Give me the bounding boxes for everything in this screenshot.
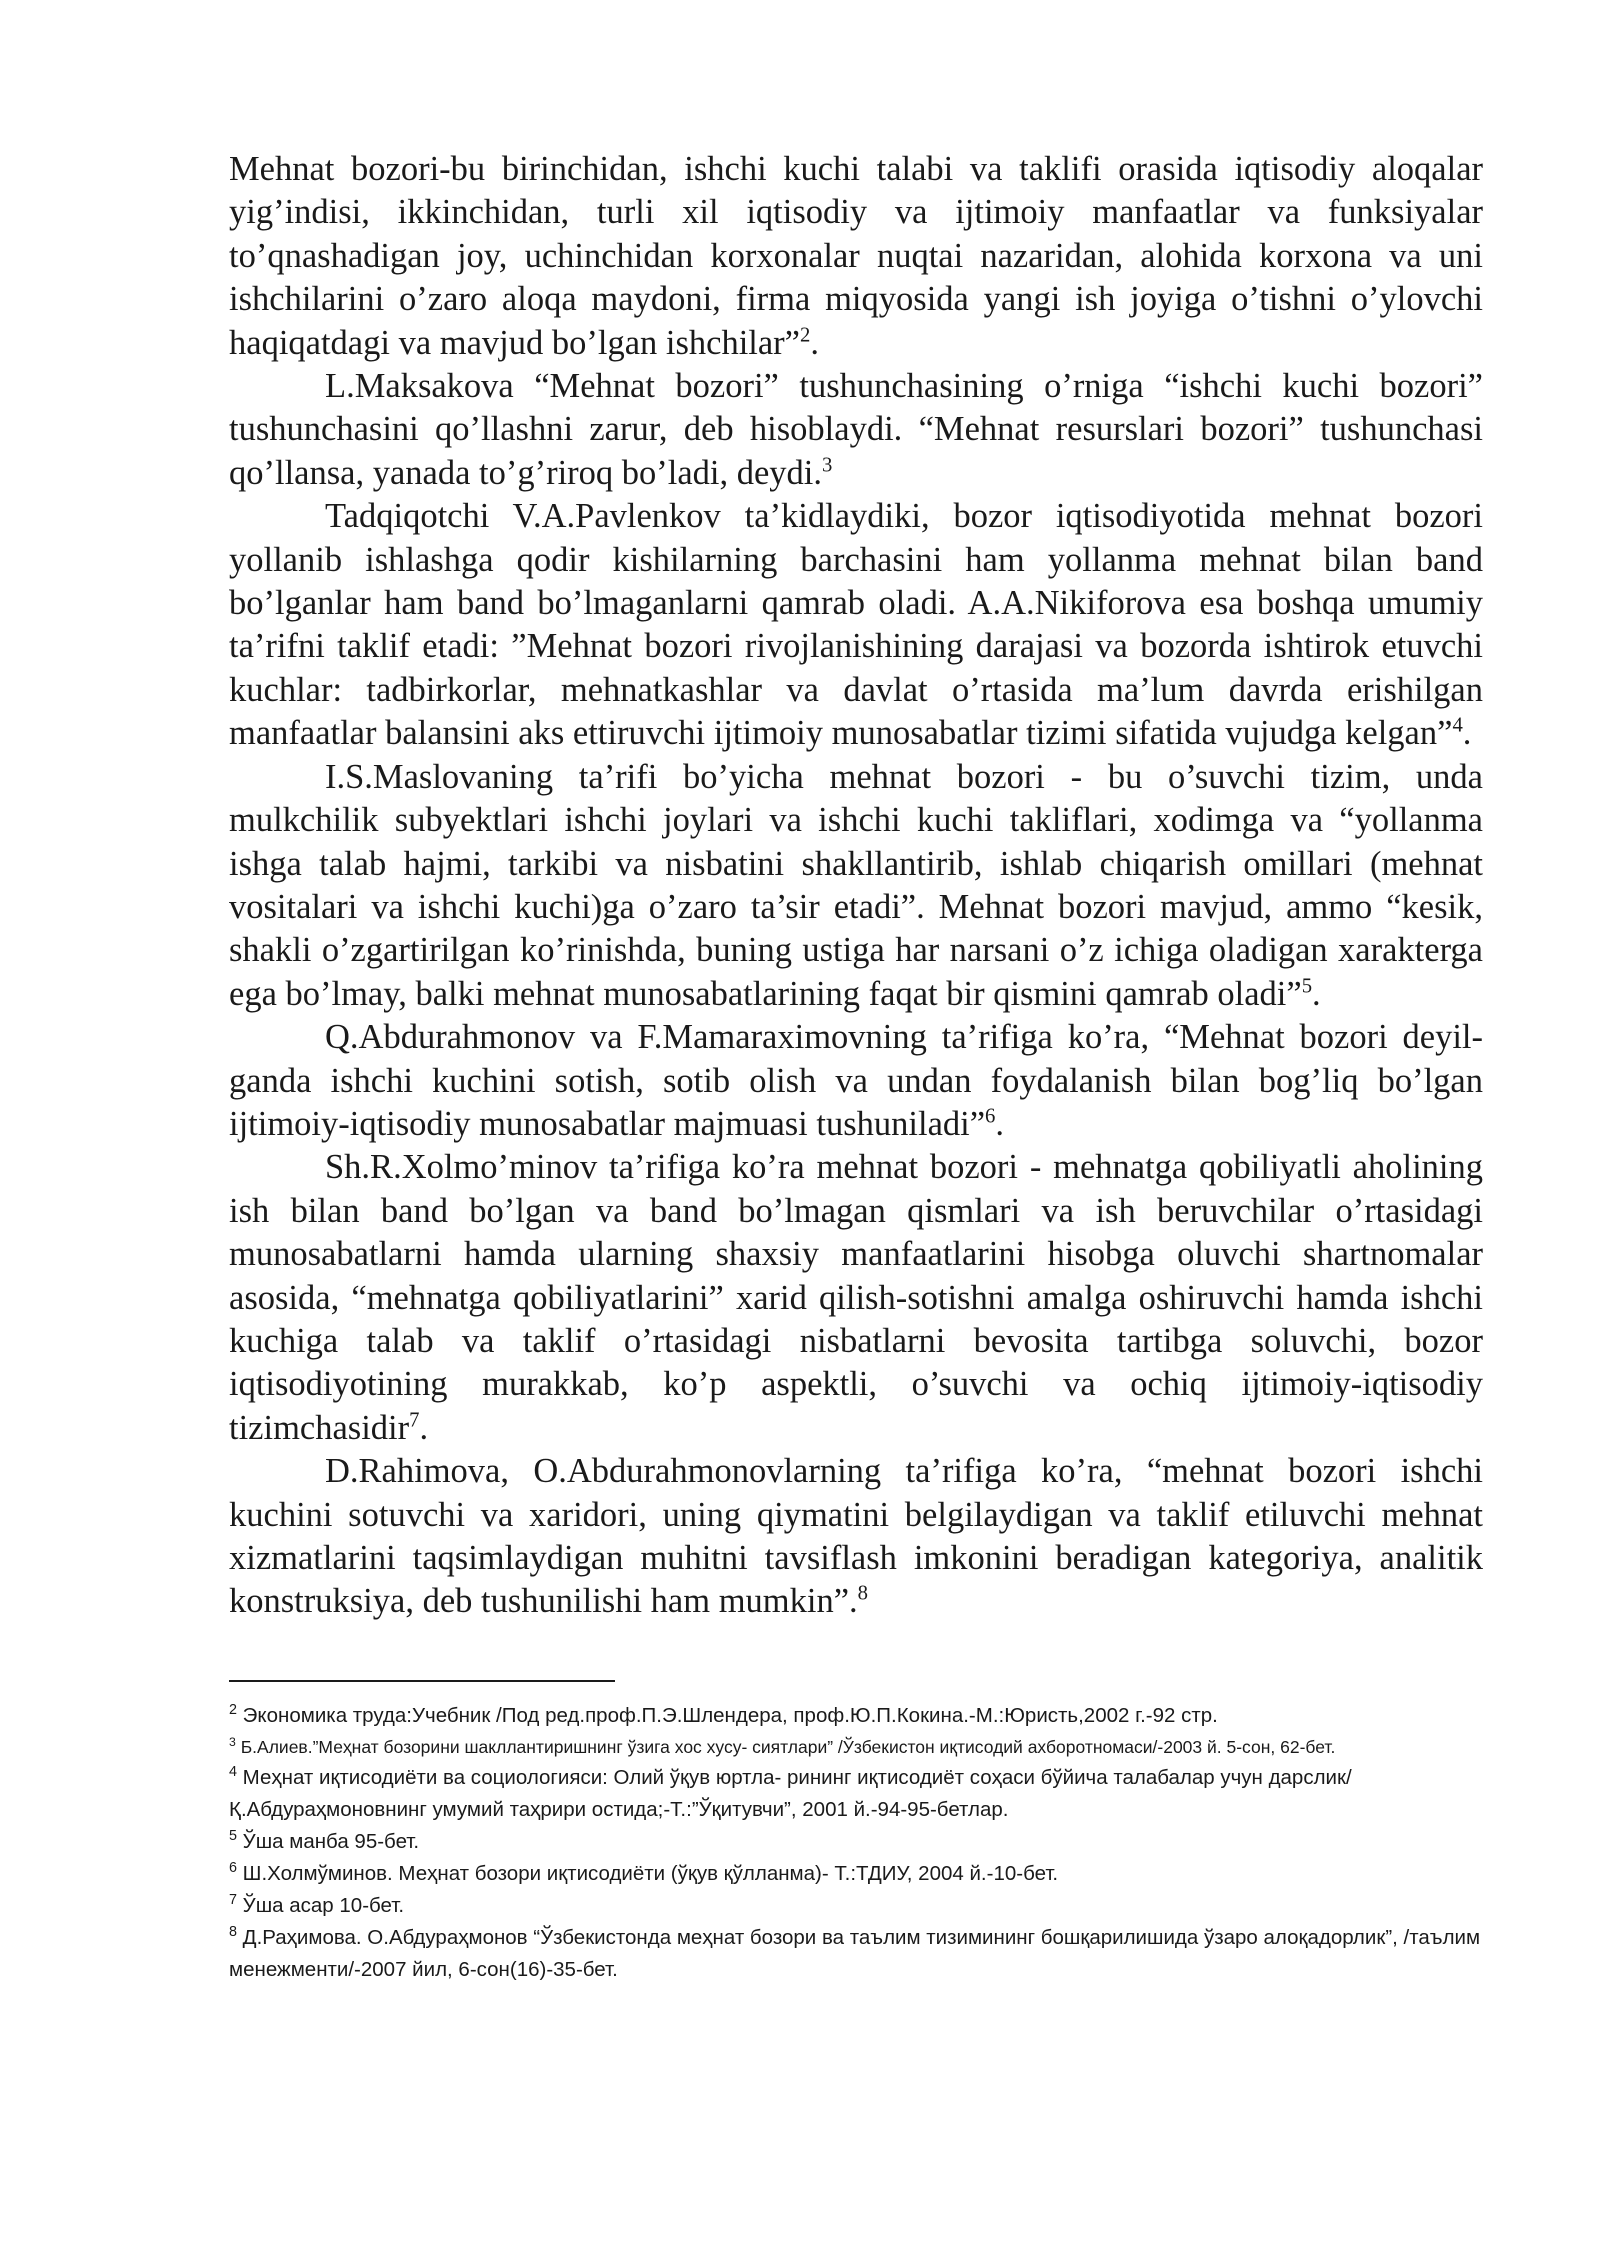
body-text (229, 148, 1483, 1624)
paragraph-2: L.Maksakova “Mehnat bozori” tushunchasining o’rniga “ishchi kuchi bozori” tushunchasini qo’llashni zarur, deb hisoblaydi. “Mehnat resurslari bozori” tushunchasi qo’llansa, yanada to’g’riroq bo’ladi, deydi.$^3$ (229, 367, 1483, 492)
document-page (229, 148, 1483, 1986)
footnote-8: $^8$ Д.Раҳимова. О.Абдураҳмонов “Ўзбекистонда меҳнат бозори ва таълим тизимининг бошқарилишида ўзаро алоқадорлик”, /таълим менежменти/-2007 йил, 6-сон(16)-35-бет. (229, 1923, 1481, 1981)
paragraph-7: D.Rahimova, O.Abdurahmonovlarning ta’rifiga ko’ra, “mehnat bozori ishchi kuchini sotuvchi va xaridori, uning qiymatini belgilaydigan va taklif etiluvchi mehnat xizmatlarini taqsimlaydigan muhitni tavsiflash imkonini beradigan kategoriya, analitik konstruksiya, deb tushunilishi ham mumkin”.$^8$ (229, 1452, 1483, 1621)
footnote-ref-3: 3 (822, 454, 833, 477)
paragraph-4: I.S.Maslovaning ta’rifi bo’yicha mehnat bozori - bu o’suvchi tizim, unda mulkchilik subyektlari ishchi joylari va ishchi kuchi takliflari, xodimga va “yollanma ishga talab hajmi, tarkibi va nisbatini shakllantirib, ishlab chiqarish omillari (mehnat vositalari va ishchi kuchi)ga o’zaro ta’sir etadi”. Mehnat bozori mavjud, ammo “kesik, shakli o’zgartirilgan ko’rinishda, buning ustiga har narsani o’z ichiga oladigan xarakterga ega bo’lmay, balki mehnat munosabatlarining faqat bir qismini qamrab oladi”$^5$. (229, 757, 1483, 1013)
footnote-ref-7: 7 (409, 1409, 420, 1432)
footnote-7: $^7$ Ўша асар 10-бет. (229, 1891, 405, 1917)
footnote-ref-4: 4 (1452, 714, 1463, 737)
footnote-4: $^4$ Меҳнат иқтисодиёти ва социологияси: Олий ўқув юртла- рининг иқтисодиёт соҳаси бўйича талабалар учун дарслик/ Қ.Абдураҳмоновнинг умумий таҳрири остида;-Т.:”Ўқитувчи”, 2001 й.-94-95-бетлар. (229, 1763, 1352, 1821)
footnote-separator (229, 1680, 615, 1682)
footnote-6: $^6$ Ш.Холмўминов. Меҳнат бозори иқтисодиёти (ўқув қўлланма)- Т.:ТДИУ, 2004 й.-10-бет. (229, 1859, 1059, 1885)
footnote-2: $^2$ Экономика труда:Учебник /Под ред.проф.П.Э.Шлендера, проф.Ю.П.Кокина.-М.:Юристь,2002 г.-92 стр. (229, 1701, 1218, 1727)
footnote-5: $^5$ Ўша манба 95-бет. (229, 1827, 420, 1853)
footnotes (229, 1700, 1483, 1986)
footnote-ref-6: 6 (985, 1105, 996, 1128)
paragraph-1: Mehnat bozori-bu birinchidan, ishchi kuchi talabi va taklifi orasida iqtisodiy aloqalar yig’indisi, ikkinchidan, turli xil iqtisodiy va ijtimoiy manfaatlar va funksiyalar to’qnashadigan joy, uchinchidan korxonalar nuqtai nazaridan, alohida korxona va uni ishchilarini o’zaro aloqa maydoni, firma miqyosida yangi ish joyiga o’tishni o’ylovchi haqiqatdagi va mavjud bo’lgan ishchilar”$^2$. (229, 150, 1483, 362)
footnote-ref-5: 5 (1301, 975, 1313, 998)
paragraph-5: Q.Abdurahmonov va F.Mamaraximovning ta’rifiga ko’ra, “Mehnat bozori deyil- ganda ishchi kuchini sotish, sotib olish va undan foydalanish bilan bog’liq bo’lgan ijtimoiy-iqtisodiy munosabatlar majmuasi tushuniladi”$^6$. (229, 1018, 1483, 1143)
footnote-ref-8: 8 (857, 1582, 868, 1605)
paragraph-6: Sh.R.Xolmo’minov ta’rifiga ko’ra mehnat bozori - mehnatga qobiliyatli aholining ish bilan band bo’lgan va band bo’lmagan qismlari va ish beruvchilar o’rtasidagi munosabatlarni hamda ularning shaxsiy manfaatlarini hisobga oluvchi shartnomalar asosida, “mehnatga qobiliyatlarini” xarid qilish-sotishni amalga oshiruvchi hamda ishchi kuchiga talab va taklif o’rtasidagi nisbatlarni bevosita tartibga soluvchi, bozor iqtisodiyotining murakkab, ko’p aspektli, o’suvchi va ochiq ijtimoiy-iqtisodiy tizimchasidir$^7$. (229, 1148, 1483, 1447)
footnote-ref-2: 2 (800, 324, 811, 347)
footnote-3: $^3$ Б.Алиев.”Меҳнат бозорини шакллантиришнинг ўзига хос хусу- сиятлари” /Ўзбекистон иқтисодий ахборотномаси/-2003 й. 5-сон, 62-бет. (229, 1734, 1336, 1757)
paragraph-3: Tadqiqotchi V.A.Pavlenkov ta’kidlaydiki, bozor iqtisodiyotida mehnat bozori yollanib ishlashga qodir kishilarning barchasini ham yollanma mehnat bilan band bo’lganlar ham band bo’lmaganlarni qamrab oladi. A.A.Nikiforova esa boshqa umumiy ta’rifni taklif etadi: ”Mehnat bozori rivojlanishining darajasi va bozorda ishtirok etuvchi kuchlar: tadbirkorlar, mehnatkashlar va davlat o’rtasida ma’lum davrda erishilgan manfaatlar balansini aks ettiruvchi ijtimoiy munosabatlar tizimi sifatida vujudga kelgan”$^4$. (229, 497, 1483, 753)
